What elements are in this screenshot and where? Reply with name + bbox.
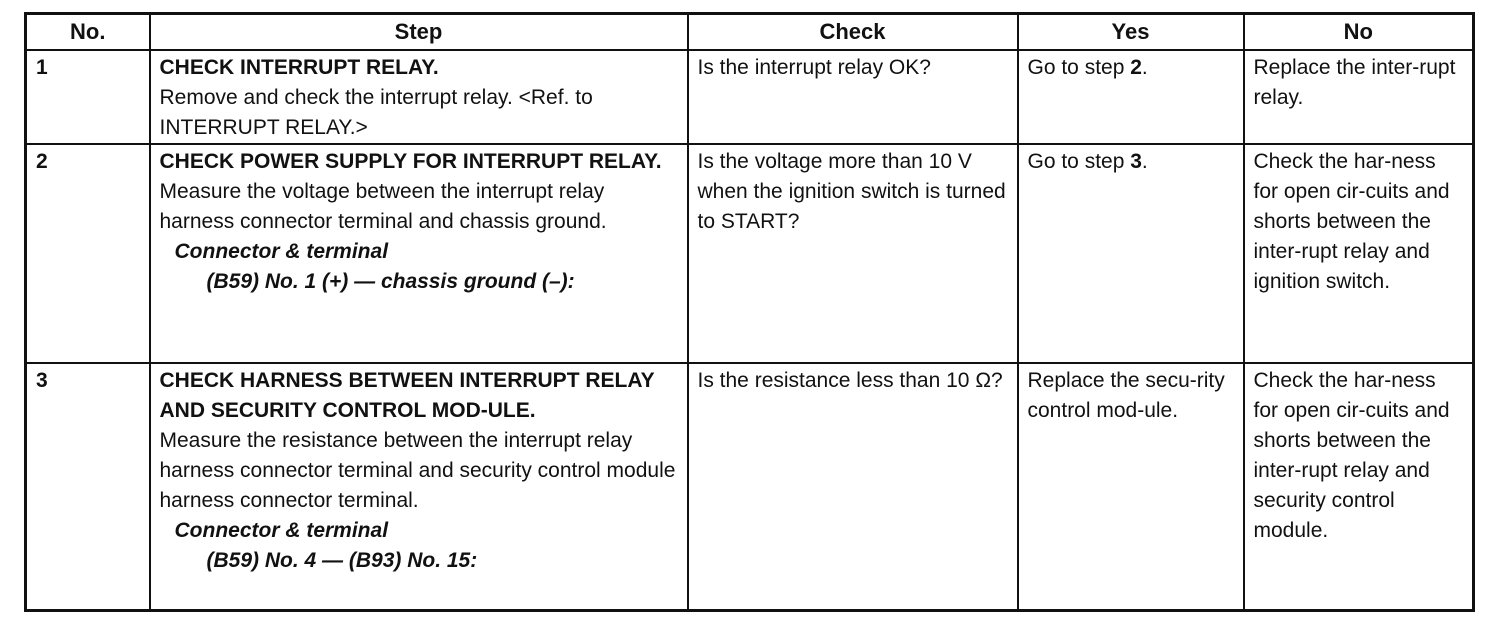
step-cell <box>150 144 688 363</box>
table-row <box>26 50 1474 144</box>
yes-suffix: . <box>1141 150 1148 173</box>
header-no-result: No <box>1244 14 1474 51</box>
no-cell: Check the har-ness for open cir-cuits and shorts between the inter-rupt relay and ignition switch. <box>1244 144 1474 363</box>
connector-label: Connector & terminal <box>174 240 389 263</box>
connector-label: Connector & terminal <box>174 519 389 542</box>
yes-cell <box>1018 144 1244 363</box>
header-yes: Yes <box>1018 14 1244 51</box>
step-title: CHECK HARNESS BETWEEN INTERRUPT RELAY AND SECURITY CONTROL MOD-ULE. <box>159 369 655 422</box>
step-number: 2 <box>26 144 150 363</box>
step-title: CHECK POWER SUPPLY FOR INTERRUPT RELAY. <box>159 150 662 173</box>
table-row <box>26 144 1474 363</box>
step-title: CHECK INTERRUPT RELAY. <box>159 56 439 79</box>
check-cell: Is the interrupt relay OK? <box>688 50 1018 144</box>
yes-step-number: 2 <box>1130 56 1142 79</box>
header-no: No. <box>26 14 150 51</box>
check-cell: Is the resistance less than 10 Ω? <box>688 363 1018 611</box>
yes-step-number: 3 <box>1130 150 1142 173</box>
diagnostic-table <box>24 12 1475 612</box>
yes-cell <box>1018 363 1244 611</box>
yes-suffix: . <box>1141 56 1148 79</box>
step-cell <box>150 363 688 611</box>
yes-text: Replace the secu-rity control mod-ule. <box>1027 369 1225 422</box>
yes-text: Go to step <box>1027 150 1131 173</box>
connector-value: (B59) No. 1 (+) — chassis ground (–): <box>206 270 575 293</box>
connector-value: (B59) No. 4 — (B93) No. 15: <box>206 549 478 572</box>
yes-text: Go to step <box>1027 56 1131 79</box>
step-body: Measure the resistance between the interrupt relay harness connector terminal and security control module harness connector terminal. <box>159 429 676 512</box>
yes-cell <box>1018 50 1244 144</box>
no-cell: Check the har-ness for open cir-cuits and shorts between the inter-rupt relay and security control module. <box>1244 363 1474 611</box>
step-body: Measure the voltage between the interrupt relay harness connector terminal and chassis ground. <box>159 180 607 233</box>
step-body: Remove and check the interrupt relay. <Ref. to INTERRUPT RELAY.> <box>159 86 593 139</box>
step-cell <box>150 50 688 144</box>
step-number: 3 <box>26 363 150 611</box>
step-number: 1 <box>26 50 150 144</box>
header-check: Check <box>688 14 1018 51</box>
header-row <box>26 14 1474 51</box>
no-cell: Replace the inter-rupt relay. <box>1244 50 1474 144</box>
table-row <box>26 363 1474 611</box>
check-cell: Is the voltage more than 10 V when the ignition switch is turned to START? <box>688 144 1018 363</box>
header-step: Step <box>150 14 688 51</box>
